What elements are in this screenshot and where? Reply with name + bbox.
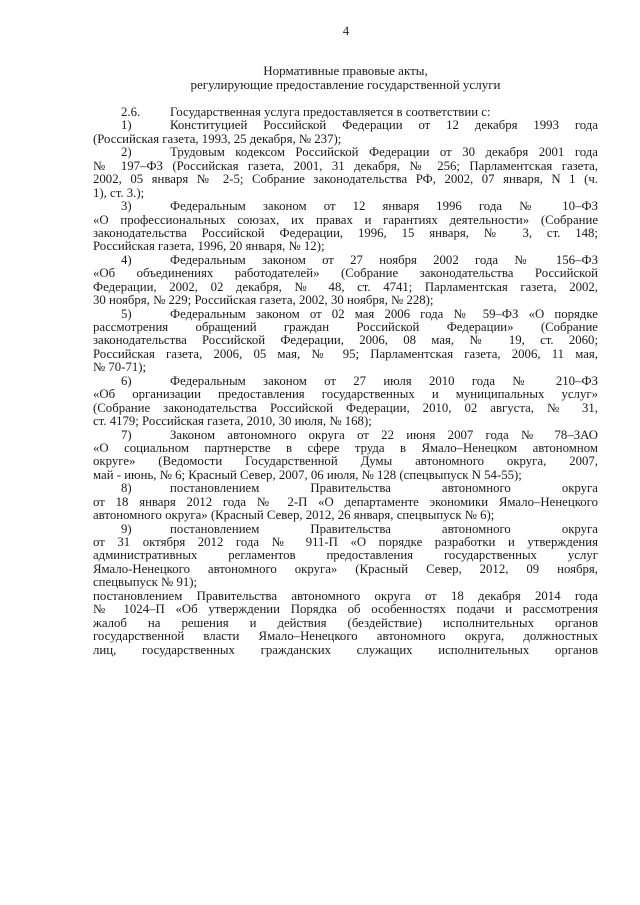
item-number: 9) <box>121 521 132 536</box>
line-text: № 70-71); <box>93 360 147 375</box>
line-text: «О профессиональных союзах, их правах и гарантиях деятельности» (Собрание <box>93 212 598 227</box>
line-text: от 18 января 2012 года № 2-П «О департаменте экономики Ямало–Ненецкого <box>93 494 598 509</box>
list-item <box>93 590 598 657</box>
item-number: 7) <box>121 427 132 442</box>
paragraph-line <box>93 254 598 267</box>
line-text: 2002, 05 января № 2-5; Собрание законодательства РФ, 2002, 07 января, N 1 (ч. <box>93 172 598 187</box>
line-text: постановлением Правительства автономного округа <box>170 521 598 536</box>
paragraph-line <box>93 334 598 347</box>
list-item <box>93 146 598 200</box>
line-text: «О социальном партнерстве в сфере труда в Ямало–Ненецком автономном <box>93 440 598 455</box>
line-text: постановлением Правительства автономного округа от 18 декабря 2014 года <box>93 588 598 603</box>
paragraph-line <box>93 388 598 401</box>
item-number: 3) <box>121 199 132 214</box>
line-text: Федеральным законом от 27 ноября 2002 года № 156–ФЗ <box>170 252 598 267</box>
list-item <box>93 119 598 146</box>
line-text: Российская газета, 1996, 20 января, № 12); <box>93 239 325 254</box>
paragraph-line <box>93 308 598 321</box>
line-text: спецвыпуск № 91); <box>93 575 198 590</box>
line-text: автономного округа» (Красный Север, 2012, 26 января, спецвыпуск № 6); <box>93 508 495 523</box>
paragraph-line <box>93 267 598 280</box>
paragraph-line <box>93 429 598 442</box>
paragraph-line <box>93 549 598 562</box>
paragraph-line <box>93 133 598 146</box>
paragraph-line <box>93 214 598 227</box>
line-text: № 1024–П «Об утверждении Порядка об особенностях подачи и рассмотрения <box>93 602 598 617</box>
line-text: Законом автономного округа от 22 июня 2007 года № 78–ЗАО <box>170 427 598 442</box>
line-text: законодательства Российской Федерации, 2006, 08 мая, № 19, ст. 2060; <box>93 333 598 348</box>
paragraph-line <box>93 509 598 522</box>
line-text: Ямало-Ненецкого автономного округа» (Красный Север, 2012, 09 ноября, <box>93 561 598 576</box>
paragraph-line <box>93 576 598 589</box>
section-title <box>93 64 598 91</box>
paragraph-line <box>93 348 598 361</box>
line-text: май - июнь, № 6; Красный Север, 2007, 06 июля, № 128 (спецвыпуск N 54-55); <box>93 467 522 482</box>
line-text: постановлением Правительства автономного округа <box>170 481 598 496</box>
list-item <box>93 200 598 254</box>
line-text: административных регламентов предоставления государственных услуг <box>93 548 598 563</box>
paragraph-line <box>93 402 598 415</box>
list-item <box>93 308 598 375</box>
item-number: 1) <box>121 118 132 133</box>
line-text: Федеральным законом от 12 января 1996 года № 10–ФЗ <box>170 199 598 214</box>
section-title-line: регулирующие предоставление государственной услуги <box>190 76 501 92</box>
paragraph-line <box>93 523 598 536</box>
item-number: 2) <box>121 145 132 160</box>
paragraph-line <box>93 590 598 603</box>
paragraph-line <box>93 482 598 495</box>
line-text: Федеральным законом от 27 июля 2010 года № 210–ФЗ <box>170 373 598 388</box>
page-number: 4 <box>342 24 350 38</box>
line-text: ст. 4179; Российская газета, 2010, 30 июля, № 168); <box>93 414 372 429</box>
item-number: 6) <box>121 373 132 388</box>
paragraph-line <box>93 469 598 482</box>
item-number: 4) <box>121 252 132 267</box>
line-text: лиц, государственных гражданских служащих исполнительных органов <box>93 642 598 657</box>
list-item <box>93 254 598 308</box>
paragraph-line <box>93 106 598 119</box>
paragraph-line <box>93 375 598 388</box>
paragraph-line <box>93 455 598 468</box>
item-number: 2.6. <box>121 105 141 119</box>
line-text: от 31 октября 2012 года № 911-П «О порядке разработки и утверждения <box>93 535 598 549</box>
paragraph-line <box>93 321 598 334</box>
paragraph-line <box>93 603 598 616</box>
line-text: (Российская газета, 1993, 25 декабря, № 237); <box>93 131 342 146</box>
line-text: 1), ст. 3.); <box>93 185 145 200</box>
paragraph-line <box>93 294 598 307</box>
line-text: 30 ноября, № 229; Российская газета, 2002, 30 ноября, № 228); <box>93 293 434 308</box>
list-item <box>93 375 598 429</box>
section-title-line: Нормативные правовые акты, <box>263 63 428 78</box>
line-text: Федерации, 2002, 02 декабря, № 48, ст. 4741; Парламентская газета, 2002, <box>93 279 598 294</box>
paragraph-line <box>93 617 598 630</box>
paragraph-line <box>93 160 598 173</box>
paragraph-line <box>93 173 598 186</box>
line-text: Государственная услуга предоставляется в соответствии с: <box>170 105 491 119</box>
paragraph-line <box>93 496 598 509</box>
paragraph-line <box>93 240 598 253</box>
paragraph-line <box>93 200 598 213</box>
line-text: № 197–ФЗ (Российская газета, 2001, 31 декабря, № 256; Парламентская газета, <box>93 158 598 173</box>
line-text: «Об организации предоставления государственных и муниципальных услуг» <box>93 387 598 402</box>
paragraph-line <box>93 415 598 428</box>
paragraph-line <box>93 563 598 576</box>
paragraph-line <box>93 536 598 549</box>
item-number: 8) <box>121 481 132 496</box>
list-item <box>93 429 598 483</box>
line-text: Конституцией Российской Федерации от 12 декабря 1993 года <box>170 118 598 133</box>
paragraph-line <box>93 442 598 455</box>
line-text: округе» (Ведомости Государственной Думы автономного округа, 2007, <box>93 454 598 469</box>
item-number: 5) <box>121 306 132 321</box>
paragraph-line <box>93 281 598 294</box>
line-text: Трудовым кодексом Российской Федерации от 30 декабря 2001 года <box>170 145 598 160</box>
list-item <box>93 482 598 522</box>
line-text: жалоб на решения и действия (бездействие) исполнительных органов <box>93 615 598 630</box>
line-text: законодательства Российской Федерации, 1996, 15 января, № 3, ст. 148; <box>93 225 598 240</box>
line-text: «Об объединениях работодателей» (Собрание законодательства Российской <box>93 266 598 281</box>
paragraph-line <box>93 644 598 657</box>
paragraph-line <box>93 119 598 132</box>
line-text: Российская газета, 2006, 05 мая, № 95; Парламентская газета, 2006, 11 мая, <box>93 346 598 361</box>
paragraph-line <box>93 146 598 159</box>
list-item <box>93 106 598 119</box>
paragraph-line <box>93 227 598 240</box>
paragraph-line <box>93 630 598 643</box>
line-text: Федеральным законом от 02 мая 2006 года № 59–ФЗ «О порядке <box>170 306 598 321</box>
document-body <box>93 106 598 657</box>
paragraph-line <box>93 187 598 200</box>
line-text: (Собрание законодательства Российской Федерации, 2010, 02 августа, № 31, <box>93 400 598 415</box>
line-text: рассмотрения обращений граждан Российской Федерации» (Собрание <box>93 320 598 334</box>
line-text: государственной власти Ямало–Ненецкого автономного округа, должностных <box>93 629 598 644</box>
list-item <box>93 523 598 590</box>
paragraph-line <box>93 361 598 374</box>
